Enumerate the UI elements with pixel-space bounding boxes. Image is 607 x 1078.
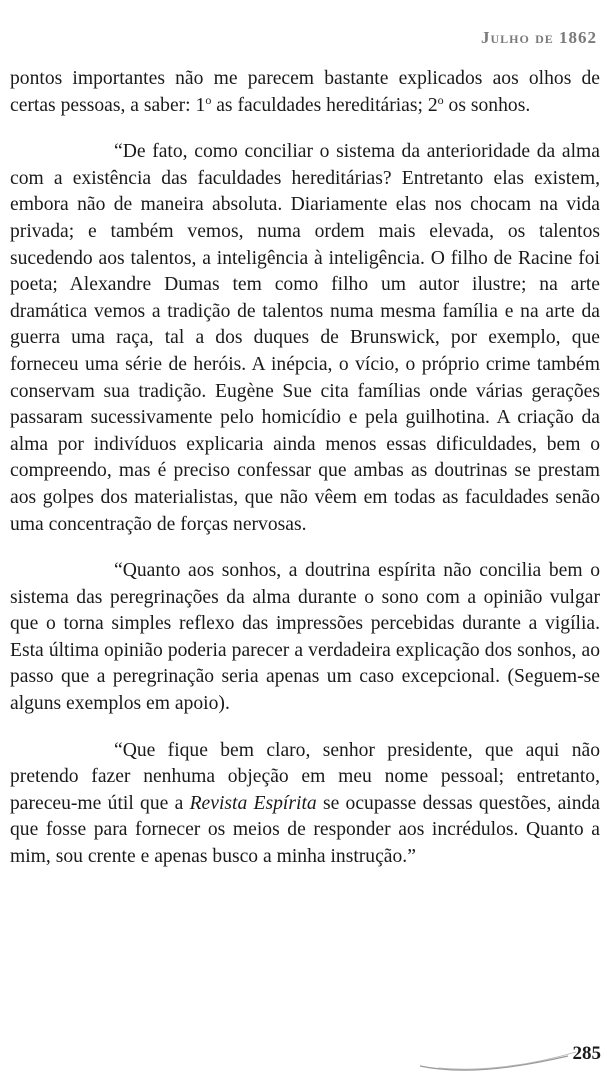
paragraph-4-text-a: “Que fique bem claro, senhor presidente, que aqui não pretendo fazer nenhuma objeção em meu nome pessoal; entretanto, pareceu-me útil que a: [10, 739, 600, 814]
paragraph-3: “Quanto aos sonhos, a doutrina espírita não concilia bem o sistema das peregrinações da alma durante o sono com a opinião vulgar que o torna simples reflexo das impressões percebidas durante a vigília. Esta última opinião poderia parecer a verdadeira explicação dos sonhos, ao passo que a peregrinação seria apenas um caso excepcional. (Seguem-se alguns exemplos em apoio).: [10, 560, 600, 715]
paragraph-gap: [10, 119, 600, 139]
ordinal-superscript-1: o: [205, 92, 212, 107]
paragraph-1: [10, 66, 600, 119]
running-header: Julho de 1862: [480, 28, 597, 47]
journal-title-italic: Revista Espírita: [189, 792, 317, 814]
paragraph-gap: [10, 718, 600, 738]
paragraph-gap: [10, 538, 600, 558]
paragraph-4: [10, 738, 600, 871]
ordinal-superscript-2: o: [437, 92, 444, 107]
paragraph-2: “De fato, como conciliar o sistema da anterioridade da alma com a existência das faculdades hereditárias? Entretanto elas existem, embora não de maneira absoluta. Diariamente elas nos chocam na vida privada; e também vemos, numa ordem mais elevada, os talentos sucedendo aos talentos, a inteligência à inteligência. O filho de Racine foi poeta; Alexandre Dumas tem como filho um autor ilustre; na arte dramática vemos a tradição de talentos numa mesma família e na arte da guerra uma raça, tal a dos duques de Brunswick, por exemplo, que forneceu uma série de heróis. A inépcia, o vício, o próprio crime também conservam sua tradição. Eugène Sue cita famílias onde várias gerações passaram sucessivamente pelo homicídio e pela guilhotina. A criação da alma por indivíduos explicaria ainda menos essas dificuldades, bem o compreendo, mas é preciso confessar que ambas as doutrinas se prestam aos golpes dos materialistas, que não vêem em todas as faculdades senão uma concentração de forças nervosas.: [10, 141, 600, 535]
footer-flourish-decoration: [418, 1044, 578, 1074]
paragraph-1-text-c: os sonhos.: [443, 94, 531, 116]
paragraph-1-text-a: pontos importantes não me parecem bastante explicados aos olhos de certas pessoas, a saber: 1: [10, 68, 600, 116]
paragraph-1-text-b: as faculdades hereditárias; 2: [211, 94, 438, 116]
page-number: 285: [572, 1043, 601, 1064]
paragraph-4-text-b: se ocupasse dessas questões, ainda que fosse para fornecer os meios de responder aos incrédulos. Quanto a mim, sou crente e apenas busco a minha instrução.”: [10, 792, 600, 868]
page-body: [10, 66, 600, 871]
